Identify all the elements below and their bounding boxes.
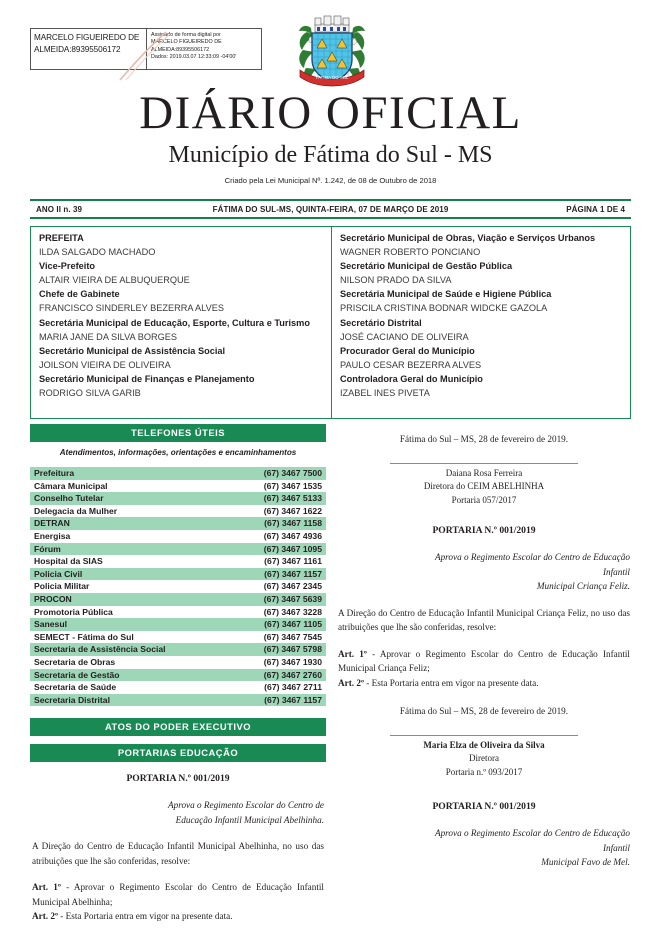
phone-org: Policia Civil (34, 568, 83, 579)
table-row (30, 618, 326, 631)
portaria-favo-de-mel (336, 779, 632, 870)
official-name: ILDA SALGADO MACHADO (39, 247, 156, 258)
ementa-line2: Municipal Favo de Mel. (541, 857, 630, 867)
portaria-ementa (336, 538, 632, 594)
portaria-art2 (30, 909, 326, 924)
phone-org: Secretaria Distrital (34, 694, 110, 705)
official-role: Controladora Geral do Município (340, 373, 483, 384)
official-entry (340, 372, 622, 400)
table-row (30, 669, 326, 682)
table-row (30, 631, 326, 644)
phone-org: SEMECT - Fátima do Sul (34, 631, 134, 642)
phone-number: (67) 3467 5798 (263, 644, 322, 655)
phone-number: (67) 3467 1622 (263, 505, 322, 516)
phone-number: (67) 3467 1535 (263, 480, 322, 491)
official-role: Secretário Municipal de Gestão Pública (340, 261, 513, 272)
official-role: Procurador Geral do Município (340, 345, 475, 356)
officials-column-right (332, 227, 630, 418)
phone-number: (67) 3467 2760 (263, 669, 322, 680)
table-row (30, 580, 326, 593)
table-row (30, 606, 326, 619)
official-role: Secretário Municipal de Obras, Viação e Serviços Urbanos (340, 233, 596, 243)
phone-number: (67) 3467 1157 (264, 568, 322, 579)
ementa-line1: Aprova o Regimento Escolar do Centro de Educação Infantil (434, 552, 630, 577)
issue-place-date: FÁTIMA DO SUL-MS, QUINTA-FEIRA, 07 DE MARÇO DE 2019 (212, 204, 449, 214)
official-entry (39, 287, 323, 315)
phone-number: (67) 3467 2711 (264, 682, 322, 693)
official-role: Vice-Prefeito (39, 261, 95, 272)
telefones-caption: Atendimentos, informações, orientações e encaminhamentos (59, 448, 297, 457)
official-entry (340, 316, 622, 344)
page-subtitle: Município de Fátima do Sul - MS (168, 142, 493, 168)
portaria-title: PORTARIA N.º 001/2019 (432, 801, 536, 812)
table-row (30, 530, 326, 543)
official-name: PRISCILA CRISTINA BODNAR WIDCKE GAZOLA (340, 303, 548, 314)
portaria-ementa (30, 786, 326, 827)
portaria-crianca-feliz (336, 507, 632, 719)
official-entry (340, 231, 622, 259)
phone-org: Promotoria Pública (34, 606, 113, 617)
phone-number: (67) 3467 2345 (263, 581, 322, 592)
signer-role: Diretora do CEIM ABELHINHA (423, 481, 545, 491)
official-entry (340, 287, 622, 315)
table-row (30, 681, 326, 694)
official-entry (39, 372, 323, 400)
officials-box (30, 226, 631, 419)
issue-info-bar (30, 199, 631, 219)
official-role: Secretário Municipal de Finanças e Planejamento (39, 373, 255, 384)
signature-detail-line4: Dados: 2019.03.07 12:33:09 -04'00' (151, 54, 237, 61)
table-row (30, 555, 326, 568)
signature-detail-line2: MARCELO FIGUEIREDO DE (151, 39, 222, 46)
signature-details (147, 29, 261, 69)
phone-org: Prefeitura (34, 468, 75, 478)
phone-org: Hospital da SIAS (34, 556, 103, 567)
table-row (30, 593, 326, 606)
official-name: JOILSON VIEIRA DE OLIVEIRA (39, 359, 171, 370)
signer-name: Daiana Rosa Ferreira (445, 467, 523, 478)
table-row (30, 694, 326, 707)
phone-org: Secretaria de Gestão (34, 669, 120, 680)
art1-text: - Aprovar o Regimento Escolar do Centro de Educação Infantil Municipal Criança Feliz; (338, 648, 630, 673)
phone-org: Câmara Municipal (34, 480, 108, 491)
portaria-abelhinha (30, 762, 326, 924)
official-entry (340, 259, 622, 287)
table-row (30, 656, 326, 669)
right-column (336, 424, 632, 870)
table-row (30, 467, 326, 480)
phone-number: (67) 3467 1157 (264, 694, 322, 705)
signer-name: Maria Elza de Oliveira da Silva (423, 739, 545, 750)
official-name: JOSÉ CACIANO DE OLIVEIRA (340, 331, 469, 342)
art2-label: Art. 2º (338, 677, 364, 688)
phone-number: (67) 3467 3228 (263, 606, 322, 617)
portaria-title: PORTARIA N.º 001/2019 (432, 525, 536, 536)
art1-text: - Aprovar o Regimento Escolar do Centro de Educação Infantil Municipal Abelhinha; (32, 882, 324, 907)
official-name: MARIA JANE DA SILVA BORGES (39, 331, 178, 342)
official-name: PAULO CESAR BEZERRA ALVES (340, 359, 482, 370)
phone-number: (67) 3467 7545 (263, 631, 322, 642)
official-role: Secretária Municipal de Educação, Esporte, Cultura e Turismo (39, 317, 310, 328)
masthead (0, 88, 661, 187)
phone-org: DETRAN (34, 518, 70, 529)
table-row (30, 505, 326, 518)
date-line-crianca-feliz: Fátima do Sul – MS, 28 de fevereiro de 2019. (399, 706, 569, 716)
phone-org: PROCON (34, 593, 72, 604)
signature-detail-line3: ALMEIDA:89395506172 (151, 46, 210, 53)
ementa-line1: Aprova o Regimento Escolar do Centro de Educação Infantil (434, 828, 630, 853)
phone-number: (67) 3467 5133 (263, 493, 322, 504)
art1-label: Art. 1º (338, 648, 367, 659)
ementa-line1: Aprova o Regimento Escolar do Centro de (168, 800, 324, 811)
signature-detail-line1: Assinado de forma digital por (151, 32, 221, 38)
phone-org: Policia Militar (34, 581, 90, 592)
phone-org: Sanesul (34, 619, 67, 630)
phone-number: (67) 3467 1161 (264, 556, 322, 567)
table-row (30, 480, 326, 493)
official-entry (39, 231, 323, 259)
phone-number: (67) 3467 4936 (263, 530, 322, 541)
ementa-line2: Educação Infantil Municipal Abelhinha. (175, 814, 324, 825)
official-name: RODRIGO SILVA GARIB (39, 388, 141, 399)
official-name: FRANCISCO SINDERLEY BEZERRA ALVES (39, 303, 224, 314)
left-column (30, 424, 326, 924)
phone-org: Secretaria de Saúde (34, 682, 117, 693)
crest-motto-text: FATIMA DO SUL (315, 75, 349, 80)
table-row (30, 517, 326, 530)
official-entry (39, 344, 323, 372)
table-row (30, 643, 326, 656)
page-title: DIÁRIO OFICIAL (139, 87, 522, 139)
phone-number: (67) 3467 1158 (264, 518, 322, 529)
issue-year: ANO II n. 39 (36, 204, 83, 214)
section-header-portarias-educacao: PORTARIAS EDUCAÇÃO (30, 744, 326, 762)
official-role: Chefe de Gabinete (39, 289, 120, 300)
digital-signature-stamp (30, 28, 262, 70)
signer-portaria: Portaria 057/2017 (451, 494, 517, 505)
phone-number: (67) 3467 1095 (263, 543, 322, 554)
phone-number: (67) 3467 5639 (263, 593, 322, 604)
art2-text: - Esta Portaria entra em vigor na presente data. (366, 677, 539, 688)
signature-subject-line2: ALMEIDA:89395506172 (34, 44, 121, 54)
portaria-art1 (336, 647, 632, 676)
phone-number: (67) 3467 1930 (263, 656, 322, 667)
phone-number: (67) 3467 7500 (263, 468, 322, 478)
creation-law-text: Criado pela Lei Municipal Nº. 1.242, de 08 de Outubro de 2018 (224, 176, 437, 185)
phone-number: (67) 3467 1105 (264, 619, 322, 630)
section-header-telefones: TELEFONES ÚTEIS (30, 424, 326, 442)
portaria-preamble: A Direção do Centro de Educação Infantil Municipal Criança Feliz, no uso das atribuições que lhe são conferidas, resolve: (338, 607, 630, 632)
date-line-abelhinha: Fátima do Sul – MS, 28 de fevereiro de 2019. (399, 434, 569, 444)
portaria-title: PORTARIA N.º 001/2019 (126, 773, 230, 785)
phone-org: Fórum (34, 543, 61, 554)
phone-org: Delegacia da Mulher (34, 505, 118, 516)
phone-org: Secretaria de Obras (34, 656, 116, 667)
art2-text: - Esta Portaria entra em vigor na presente data. (60, 911, 233, 922)
phone-org: Conselho Tutelar (34, 493, 104, 504)
official-role: Secretária Municipal de Saúde e Higiene Pública (340, 289, 552, 300)
official-entry (39, 316, 323, 344)
art2-label: Art. 2º (32, 911, 58, 922)
official-role: Secretário Distrital (340, 317, 422, 328)
official-name: IZABEL INES PIVETA (340, 388, 430, 399)
official-entry (340, 344, 622, 372)
officials-column-left (31, 227, 332, 418)
signature-rule (390, 463, 578, 464)
official-name: WAGNER ROBERTO PONCIANO (340, 247, 481, 258)
portaria-art1 (30, 880, 326, 909)
signer-portaria: Portaria n.º 093/2017 (445, 766, 523, 777)
table-row (30, 568, 326, 581)
portaria-preamble: A Direção do Centro de Educação Infantil Municipal Abelhinha, no uso das atribuições que lhe são conferidas, resolve: (32, 841, 324, 866)
table-row (30, 543, 326, 556)
coat-of-arms-icon (297, 10, 367, 90)
useful-phones-table (30, 467, 326, 706)
signature-rule (390, 735, 578, 736)
phone-org: Secretaria de Assistência Social (34, 644, 166, 655)
table-row (30, 492, 326, 505)
signature-subject-line1: MARCELO FIGUEIREDO DE (34, 33, 140, 42)
official-entry (39, 259, 323, 287)
official-name: NILSON PRADO DA SILVA (340, 275, 452, 286)
ementa-line2: Municipal Criança Feliz. (536, 581, 630, 591)
phone-org: Energisa (34, 530, 71, 541)
official-name: ALTAIR VIEIRA DE ALBUQUERQUE (39, 275, 190, 286)
signature-subject (31, 29, 146, 69)
section-header-atos: ATOS DO PODER EXECUTIVO (30, 718, 326, 736)
art1-label: Art. 1º (32, 882, 61, 893)
issue-page-number: PÁGINA 1 DE 4 (566, 204, 625, 214)
portaria-art2 (336, 676, 632, 691)
official-role: PREFEITA (39, 233, 84, 243)
official-role: Secretário Municipal de Assistência Social (39, 345, 226, 356)
signer-role: Diretora (469, 753, 499, 763)
portaria-ementa (336, 814, 632, 870)
